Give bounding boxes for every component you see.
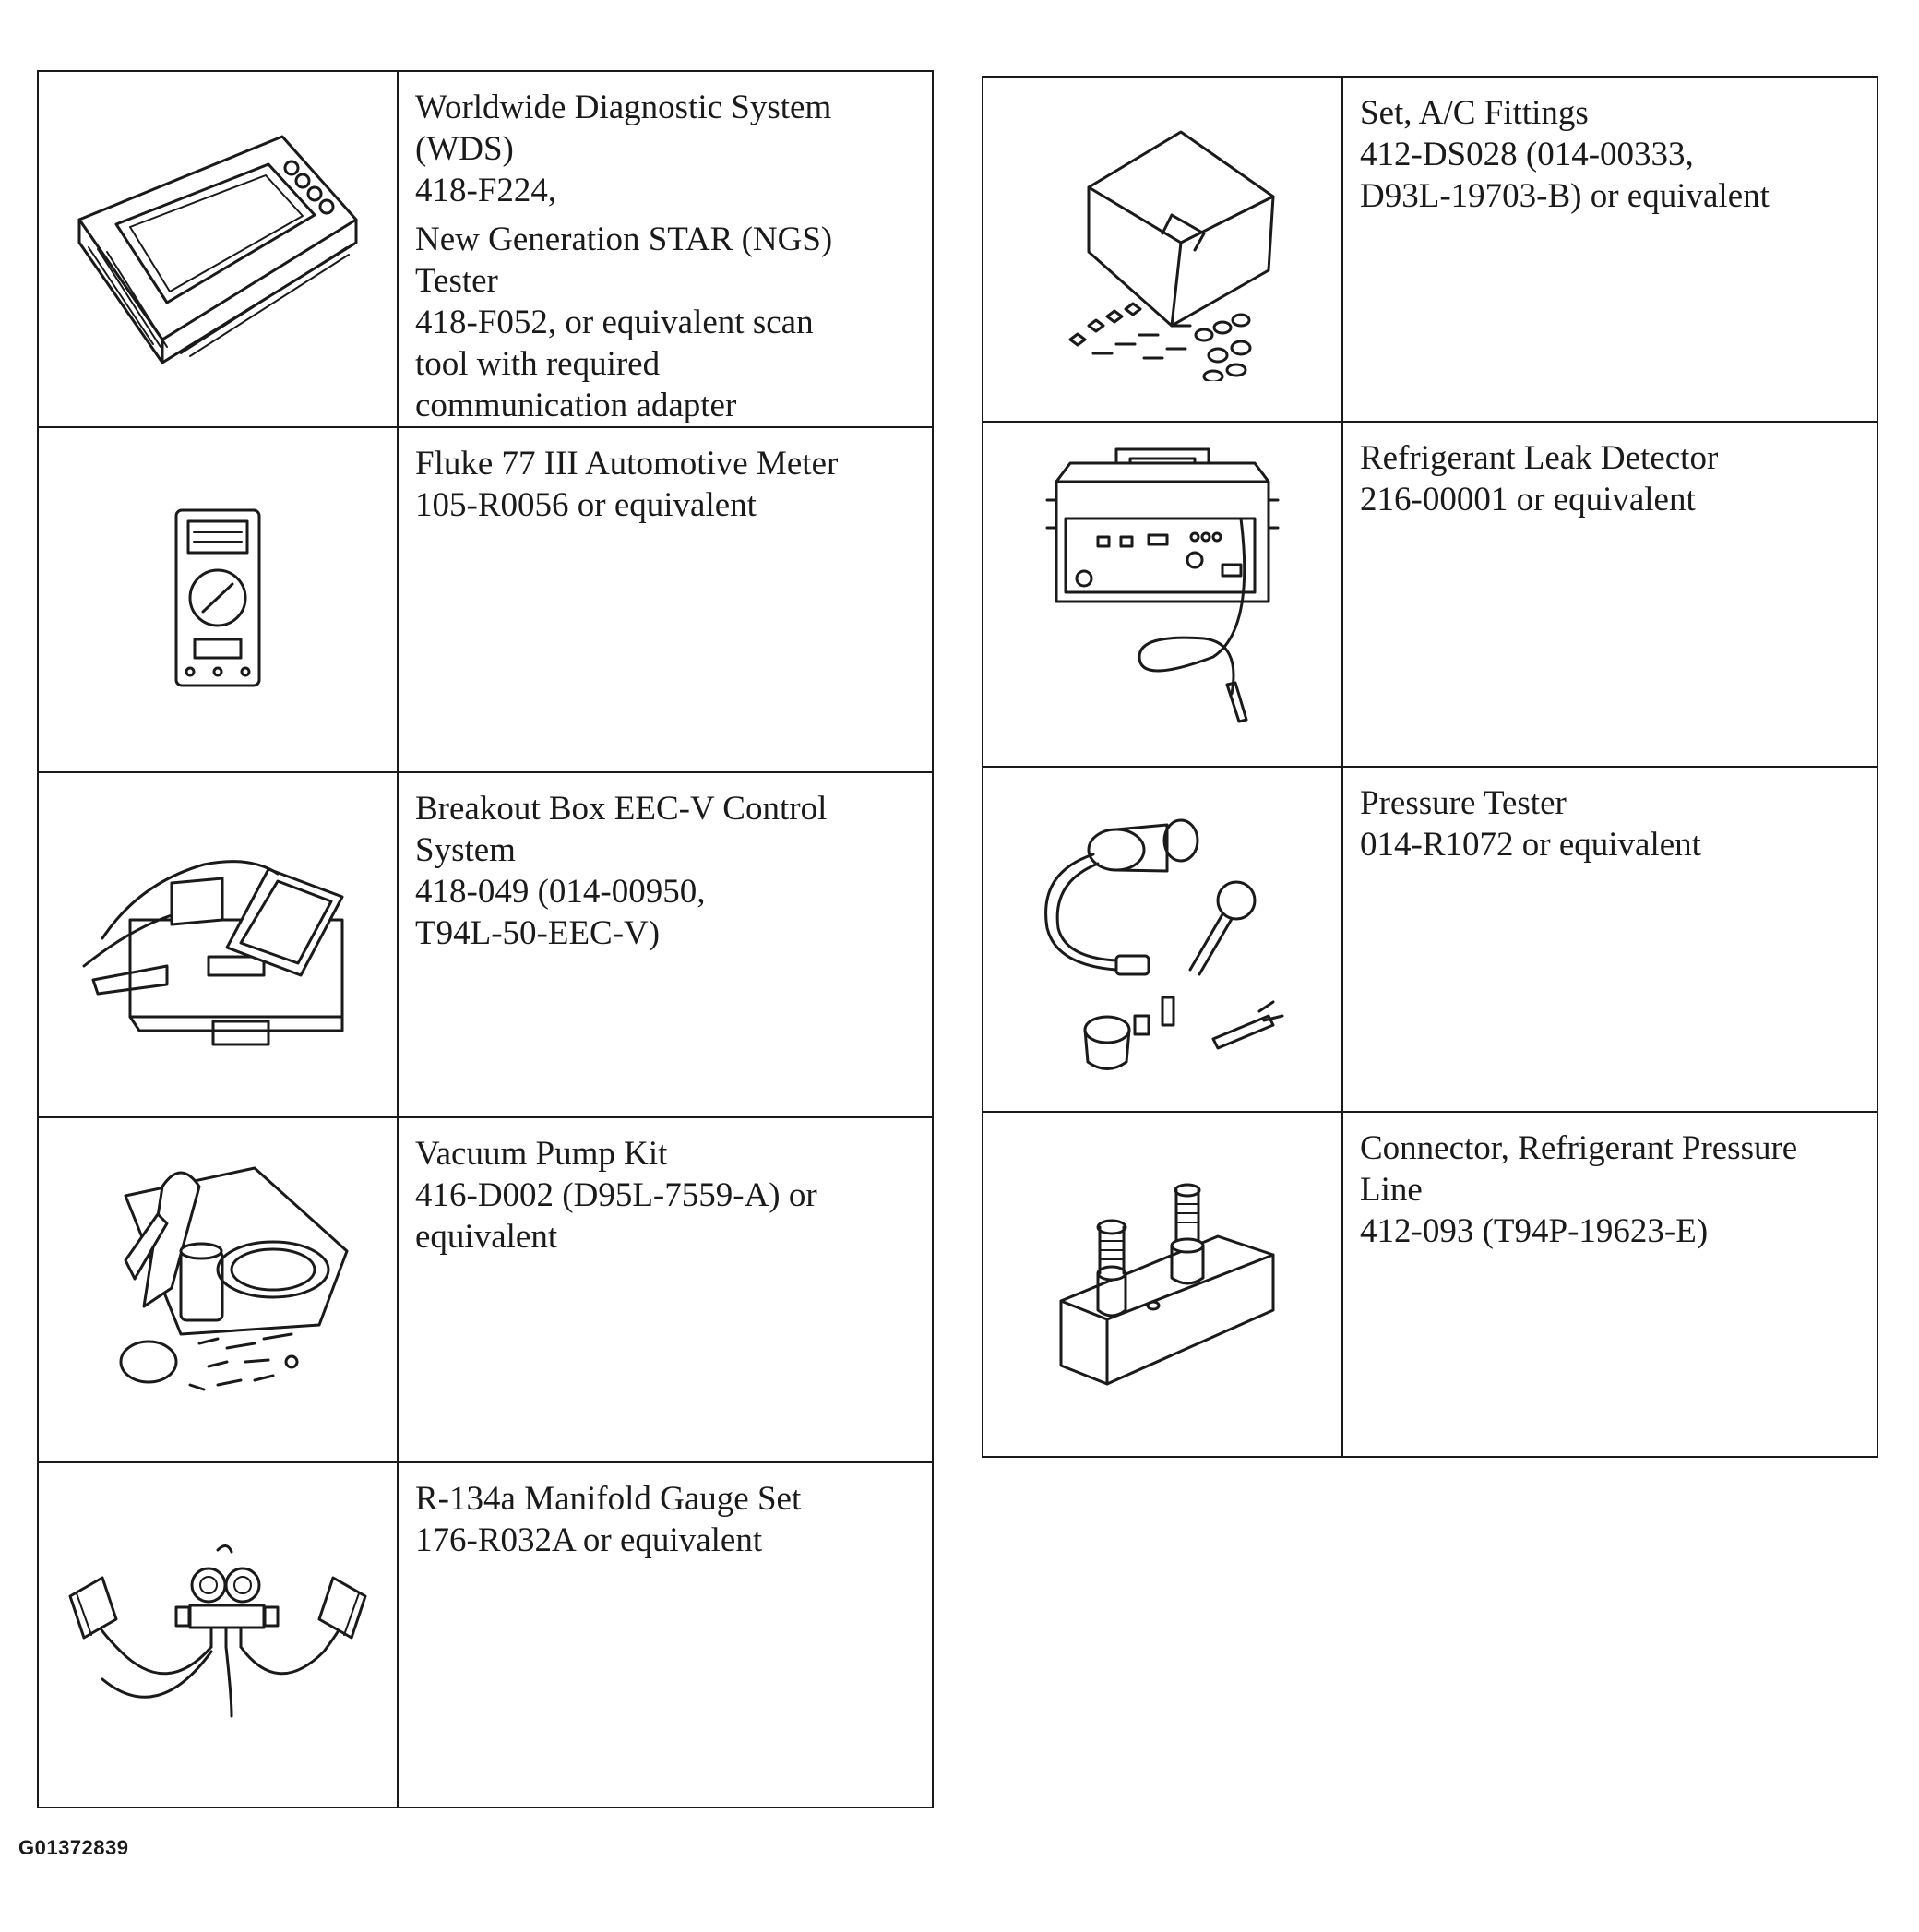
- tool-row: [38, 427, 933, 772]
- tool-row: [983, 77, 1877, 422]
- tool-part-number: 412-DS028 (014-00333,: [1360, 136, 1694, 173]
- tool-name: New Generation STAR (NGS): [415, 221, 833, 258]
- tool-description: [398, 1117, 933, 1462]
- leak-detector-icon: [1029, 445, 1296, 740]
- tool-illustration-cell: [983, 422, 1342, 767]
- pressure-tester-icon: [1029, 799, 1296, 1076]
- tool-description: [398, 427, 933, 772]
- tool-illustration-cell: [983, 77, 1342, 422]
- tool-part-number: 416-D002 (D95L-7559-A) or: [415, 1176, 817, 1214]
- special-tools-table-left: [37, 70, 934, 1808]
- tool-row: [38, 71, 933, 427]
- manifold-gauge-icon: [47, 1541, 388, 1725]
- tool-part-number: 418-049 (014-00950,: [415, 873, 706, 911]
- fittings-case-icon: [1033, 113, 1292, 381]
- tool-illustration-cell: [983, 767, 1342, 1112]
- tool-name: Pressure Tester: [1360, 784, 1567, 822]
- tool-illustration-cell: [38, 1117, 398, 1462]
- tool-part-number: 216-00001 or equivalent: [1360, 481, 1696, 519]
- vacuum-pump-icon: [70, 1150, 365, 1426]
- tool-part-number: 176-R032A or equivalent: [415, 1521, 763, 1559]
- pressure-line-connector-icon: [1043, 1163, 1282, 1402]
- tool-name: Fluke 77 III Automotive Meter: [415, 445, 839, 483]
- tool-name: Connector, Refrigerant Pressure: [1360, 1129, 1798, 1167]
- tool-part-number: 418-F052, or equivalent scan: [415, 304, 814, 341]
- tool-name: Line: [1360, 1171, 1423, 1209]
- tool-part-number: T94L-50-EEC-V): [415, 914, 661, 952]
- tool-name: Set, A/C Fittings: [1360, 94, 1589, 132]
- tool-description: [398, 71, 933, 427]
- tool-description: [1342, 767, 1877, 1112]
- tool-row: [983, 422, 1877, 767]
- tool-part-number: D93L-19703-B) or equivalent: [1360, 177, 1770, 215]
- scan-tool-icon: [61, 109, 375, 386]
- tool-row: [38, 1117, 933, 1462]
- figure-code: G01372839: [18, 1836, 129, 1859]
- multimeter-icon: [162, 501, 273, 695]
- tool-name: Vacuum Pump Kit: [415, 1135, 668, 1173]
- tool-description: [1342, 422, 1877, 767]
- tool-description: [398, 772, 933, 1117]
- tool-part-number: 418-F224,: [415, 172, 557, 209]
- tool-description: [1342, 1112, 1877, 1457]
- tool-name: R-134a Manifold Gauge Set: [415, 1480, 802, 1518]
- tool-part-number: 014-R1072 or equivalent: [1360, 826, 1701, 864]
- tool-name: Breakout Box EEC-V Control: [415, 790, 828, 828]
- tool-illustration-cell: [983, 1112, 1342, 1457]
- tool-name: Tester: [415, 262, 498, 300]
- tool-note: equivalent: [415, 1218, 558, 1256]
- tool-illustration-cell: [38, 427, 398, 772]
- tool-row: [38, 772, 933, 1117]
- tool-part-number: 412-093 (T94P-19623-E): [1360, 1212, 1709, 1250]
- tool-row: [38, 1462, 933, 1807]
- tool-note: communication adapter: [415, 387, 737, 424]
- tool-description: [1342, 77, 1877, 422]
- tool-part-number: 105-R0056 or equivalent: [415, 486, 757, 524]
- tool-name: Refrigerant Leak Detector: [1360, 439, 1719, 477]
- tool-note: tool with required: [415, 345, 661, 383]
- tool-row: [983, 767, 1877, 1112]
- tool-description: [398, 1462, 933, 1807]
- breakout-box-icon: [66, 828, 370, 1058]
- special-tools-table-right: [982, 76, 1878, 1458]
- tool-row: [983, 1112, 1877, 1457]
- tool-name: Worldwide Diagnostic System: [415, 89, 832, 126]
- tool-name: System: [415, 831, 516, 869]
- tool-illustration-cell: [38, 1462, 398, 1807]
- tool-illustration-cell: [38, 772, 398, 1117]
- tool-illustration-cell: [38, 71, 398, 427]
- tool-name: (WDS): [415, 130, 514, 168]
